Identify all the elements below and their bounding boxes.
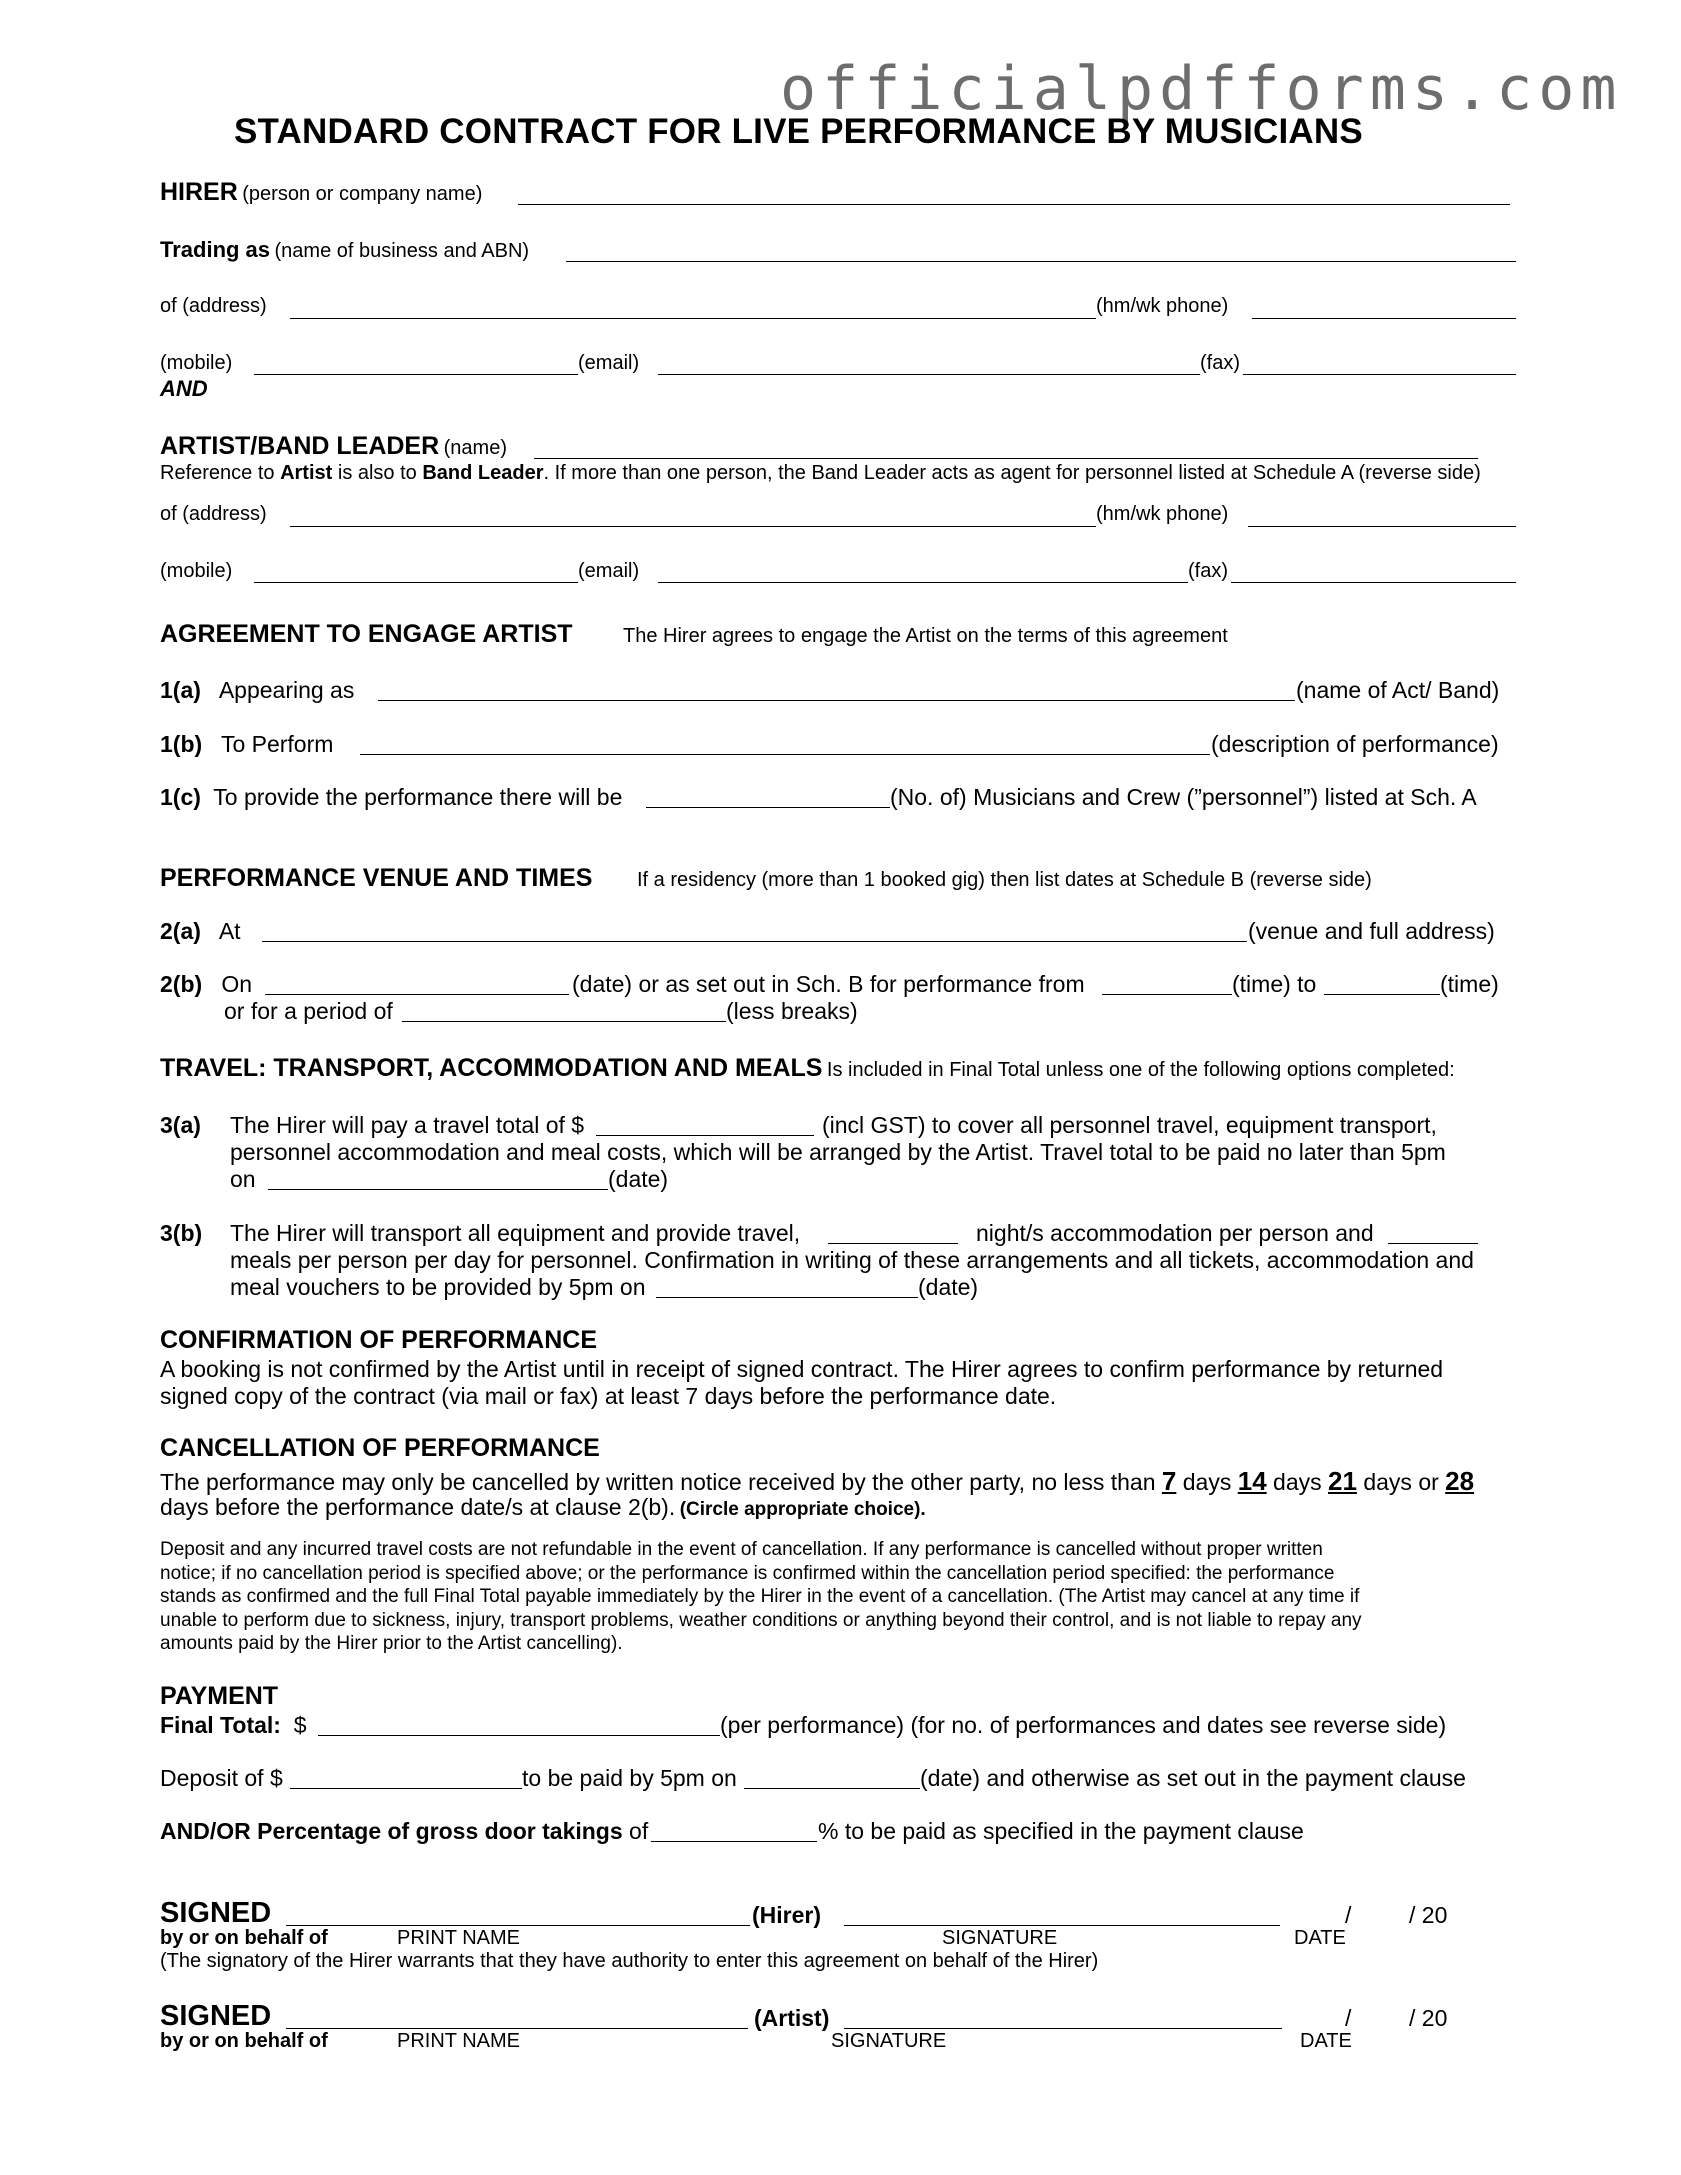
clause-3b-line3a: meal vouchers to be provided by 5pm on (230, 1274, 646, 1300)
clause-3a-line1a: The Hirer will pay a travel total of $ (230, 1112, 585, 1138)
watermark: officialpdfforms.com (780, 54, 1623, 124)
hirer-email-field[interactable] (658, 374, 1200, 375)
period-label: or for a period of (224, 998, 393, 1024)
percentage-suffix: % to be paid as specified in the payment clause (818, 1818, 1304, 1844)
percentage-label: AND/OR Percentage of gross door takings of (160, 1818, 649, 1844)
venue-note: If a residency (more than 1 booked gig) then list dates at Schedule B (reverse side) (637, 869, 1372, 891)
act-name-suffix: (name of Act/ Band) (1296, 677, 1500, 703)
agreement-note: The Hirer agrees to engage the Artist on the terms of this agreement (623, 625, 1228, 647)
clause-3a-line2: personnel accommodation and meal costs, which will be arranged by the Artist. Travel total to be paid no later than 5pm (230, 1139, 1446, 1165)
artist-name-field[interactable] (534, 458, 1478, 459)
hirer-warrant-note: (The signatory of the Hirer warrants that they have authority to enter this agreement on behalf of the Hirer) (160, 1950, 1099, 1972)
clause-3a-line3b: (date) (608, 1166, 669, 1192)
hirer-phone-label: (hm/wk phone) (1096, 295, 1229, 317)
performance-description-field[interactable] (360, 754, 1210, 755)
cancel-option-14[interactable]: 14 (1237, 1466, 1267, 1496)
artist-signature-field[interactable] (844, 2028, 1282, 2029)
confirmation-heading: CONFIRMATION OF PERFORMANCE (160, 1326, 598, 1354)
clause-2b: 2(b) On (160, 971, 253, 997)
clause-2a: 2(a) At (160, 918, 241, 944)
hirer-mobile-label: (mobile) (160, 352, 233, 374)
cancellation-heading: CANCELLATION OF PERFORMANCE (160, 1434, 600, 1462)
clause-3b-num: 3(b) (160, 1220, 203, 1246)
performance-date-field[interactable] (265, 994, 569, 995)
period-suffix: (less breaks) (726, 998, 858, 1024)
clause-1b: 1(b) To Perform (160, 731, 334, 757)
deposit-mid: to be paid by 5pm on (522, 1765, 737, 1791)
final-total-label: Final Total: $ (160, 1712, 307, 1738)
artist-signature-caption: SIGNATURE (831, 2030, 947, 2052)
payment-heading: PAYMENT (160, 1682, 279, 1710)
artist-mobile-field[interactable] (254, 582, 578, 583)
hirer-signature-caption: SIGNATURE (942, 1927, 1058, 1949)
confirmation-date-field[interactable] (656, 1297, 918, 1298)
hirer-label: HIRER (person or company name) (160, 178, 483, 206)
artist-phone-label: (hm/wk phone) (1096, 503, 1229, 525)
clause-3b-line2: meals per person per day for personnel. Confirmation in writing of these arrangements and all tickets, accommodation and (230, 1247, 1474, 1273)
artist-email-label: (email) (578, 560, 640, 582)
hirer-fax-label: (fax) (1200, 352, 1240, 374)
venue-heading: PERFORMANCE VENUE AND TIMES (160, 864, 593, 892)
artist-phone-field[interactable] (1248, 526, 1516, 527)
deposit-field[interactable] (290, 1788, 522, 1789)
clause-1a: 1(a) Appearing as (160, 677, 355, 703)
travel-heading-row: TRAVEL: TRANSPORT, ACCOMMODATION AND MEALS Is included in Final Total unless one of the following options completed: (160, 1054, 1455, 1082)
clause-3b-line1b: night/s accommodation per person and (976, 1220, 1374, 1246)
hirer-date-slash: / (1345, 1902, 1352, 1928)
hirer-mobile-field[interactable] (254, 374, 578, 375)
cancellation-terms: Deposit and any incurred travel costs are not refundable in the event of cancellation. If any performance is cancelled without proper written notice; if no cancellation period is specified above; or the performance is confirmed within the cancellation period specified: the performance stands as confirmed and the full Final Total payable immediately by the Hirer in the event of a cancellation. (The Artist may cancel at any time if unable to perform due to sickness, injury, transport problems, weather conditions or anything beyond their control, and is not liable to repay any amounts paid by the Hirer prior to the Artist cancelling). (160, 1539, 1362, 1654)
clause-3b-line3b: (date) (918, 1274, 979, 1300)
artist-email-field[interactable] (658, 582, 1188, 583)
cancellation-line2: days before the performance date/s at clause 2(b). (Circle appropriate choice). (160, 1494, 926, 1520)
deposit-label: Deposit of $ (160, 1765, 283, 1791)
artist-address-field[interactable] (290, 526, 1096, 527)
signed-artist-label: SIGNED (160, 2000, 272, 2032)
cancellation-line1: The performance may only be cancelled by written notice received by the other party, no less than 7 days 14 days 21 days or 28 (160, 1466, 1475, 1496)
artist-mobile-label: (mobile) (160, 560, 233, 582)
trading-field[interactable] (566, 261, 1516, 262)
artist-address-label: of (address) (160, 503, 267, 525)
cancel-option-28[interactable]: 28 (1445, 1466, 1475, 1496)
clause-3a-line3a: on (230, 1166, 256, 1192)
artist-role-label: (Artist) (754, 2005, 830, 2031)
musician-count-field[interactable] (646, 807, 890, 808)
hirer-name-field[interactable] (518, 204, 1510, 205)
period-field[interactable] (402, 1021, 726, 1022)
performance-date-suffix: (date) or as set out in Sch. B for performance from (572, 971, 1085, 997)
artist-behalf-label: by or on behalf of (160, 2030, 328, 2052)
hirer-address-field[interactable] (290, 318, 1096, 319)
percentage-field[interactable] (651, 1841, 817, 1842)
meals-field[interactable] (1388, 1243, 1478, 1244)
hirer-address-label: of (address) (160, 295, 267, 317)
artist-reference-note: Reference to Artist is also to Band Leader. If more than one person, the Band Leader acts as agent for personnel listed at Schedule A (reverse side) (160, 462, 1481, 484)
hirer-behalf-label: by or on behalf of (160, 1927, 328, 1949)
hirer-print-name-caption: PRINT NAME (397, 1927, 520, 1949)
act-name-field[interactable] (378, 700, 1295, 701)
deposit-date-field[interactable] (744, 1788, 920, 1789)
artist-fax-field[interactable] (1231, 582, 1516, 583)
clause-3a-line1b: (incl GST) to cover all personnel travel, equipment transport, (822, 1112, 1437, 1138)
musician-count-suffix: (No. of) Musicians and Crew (”personnel”) listed at Sch. A (890, 784, 1477, 810)
hirer-signature-field[interactable] (844, 1925, 1280, 1926)
clause-3a-num: 3(a) (160, 1112, 201, 1138)
hirer-date-year: / 20 (1409, 1902, 1448, 1928)
hirer-phone-field[interactable] (1252, 318, 1516, 319)
start-time-field[interactable] (1102, 994, 1232, 995)
page-title: STANDARD CONTRACT FOR LIVE PERFORMANCE BY MUSICIANS (234, 112, 1363, 151)
artist-print-name-caption: PRINT NAME (397, 2030, 520, 2052)
final-total-suffix: (per performance) (for no. of performances and dates see reverse side) (720, 1712, 1447, 1738)
end-time-suffix: (time) (1440, 971, 1499, 997)
final-total-field[interactable] (318, 1735, 720, 1736)
hirer-email-label: (email) (578, 352, 640, 374)
nights-field[interactable] (828, 1243, 958, 1244)
and-label: AND (160, 376, 208, 401)
hirer-fax-field[interactable] (1243, 374, 1516, 375)
hirer-print-name-field[interactable] (286, 1925, 750, 1926)
artist-date-slash: / (1345, 2005, 1352, 2031)
artist-print-name-field[interactable] (286, 2028, 748, 2029)
venue-suffix: (venue and full address) (1248, 918, 1495, 944)
clause-3b-line1a: The Hirer will transport all equipment and provide travel, (230, 1220, 801, 1246)
artist-date-year: / 20 (1409, 2005, 1448, 2031)
cancel-option-21[interactable]: 21 (1328, 1466, 1357, 1496)
cancel-option-7[interactable]: 7 (1161, 1466, 1177, 1496)
artist-fax-label: (fax) (1188, 560, 1228, 582)
deposit-suffix: (date) and otherwise as set out in the payment clause (920, 1765, 1466, 1791)
clause-1c: 1(c) To provide the performance there will be (160, 784, 623, 810)
signed-hirer-label: SIGNED (160, 1897, 272, 1929)
hirer-role-label: (Hirer) (752, 1902, 822, 1928)
artist-label: ARTIST/BAND LEADER (name) (160, 432, 507, 460)
venue-field[interactable] (262, 941, 1247, 942)
travel-total-field[interactable] (596, 1135, 814, 1136)
confirmation-line2: signed copy of the contract (via mail or fax) at least 7 days before the performance date. (160, 1383, 1057, 1409)
trading-label: Trading as (name of business and ABN) (160, 237, 530, 262)
start-time-suffix: (time) to (1232, 971, 1317, 997)
end-time-field[interactable] (1324, 994, 1440, 995)
travel-date-field[interactable] (268, 1189, 608, 1190)
performance-description-suffix: (description of performance) (1211, 731, 1499, 757)
agreement-heading: AGREEMENT TO ENGAGE ARTIST (160, 620, 573, 648)
hirer-date-caption: DATE (1294, 1927, 1346, 1949)
artist-date-caption: DATE (1300, 2030, 1352, 2052)
confirmation-line1: A booking is not confirmed by the Artist until in receipt of signed contract. The Hirer agrees to confirm performance by returned (160, 1356, 1444, 1382)
